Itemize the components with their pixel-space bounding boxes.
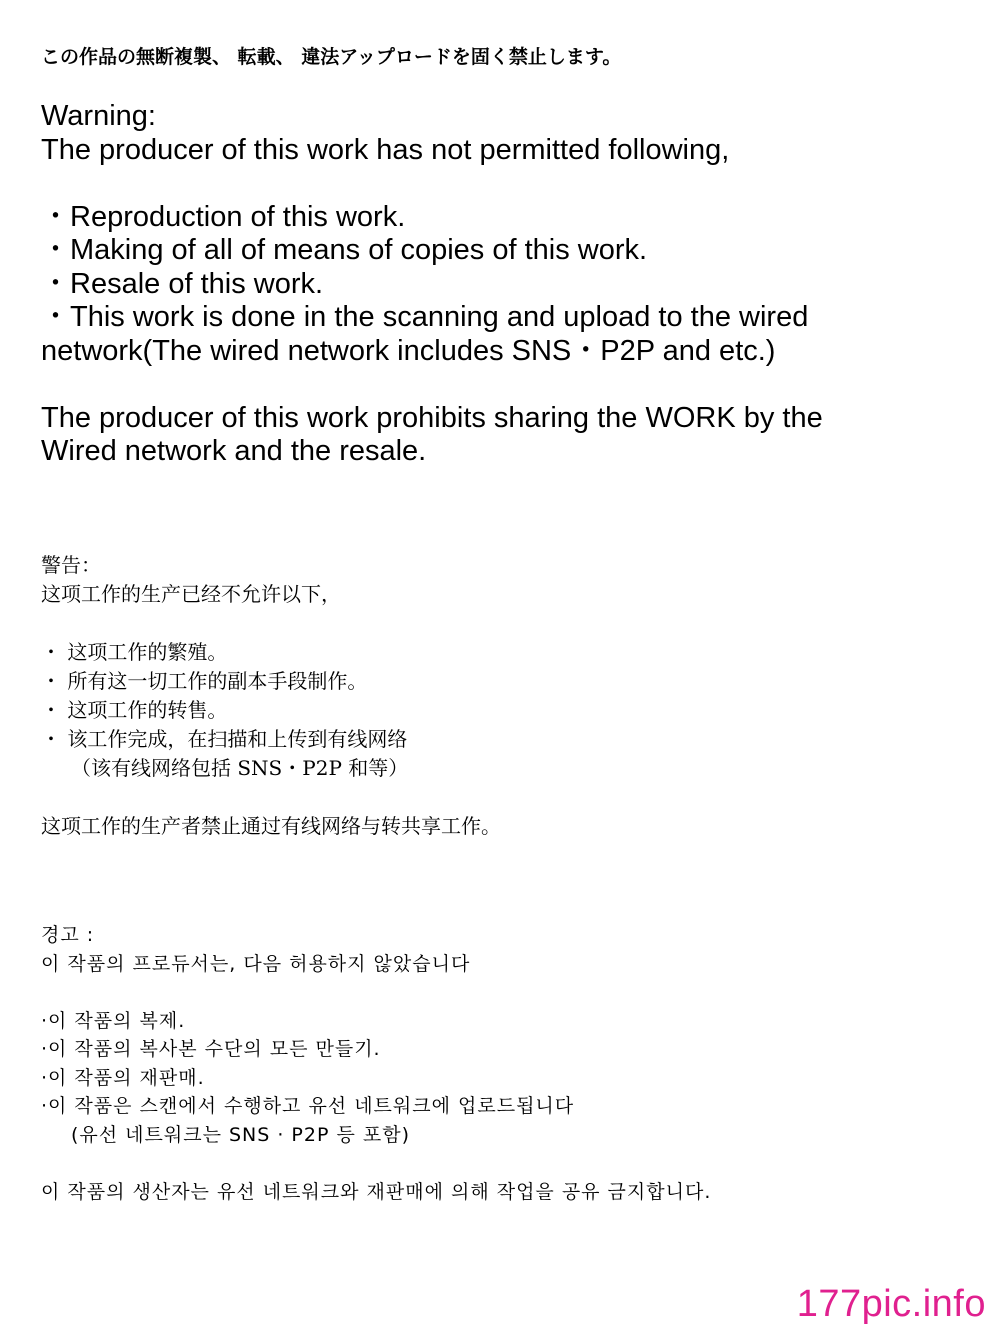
english-closing: The producer of this work prohibits sharing the WORK by the	[41, 401, 823, 434]
korean-closing: 이 작품의 생산자는 유선 네트워크와 재판매에 의해 작업을 공유 금지합니다.	[41, 1180, 712, 1203]
chinese-item-continuation: （该有线网络包括 SNS・P2P 和等）	[71, 756, 409, 780]
english-heading: Warning:	[41, 100, 156, 132]
korean-warning-section	[41, 921, 980, 1206]
japanese-notice: この作品の無断複製、 転載、 違法アップロードを固く禁止します。	[41, 46, 622, 68]
english-intro: The producer of this work has not permitted following,	[41, 133, 730, 166]
korean-heading: 경고 :	[41, 924, 95, 946]
chinese-item: ・ 这项工作的转售。	[41, 698, 228, 722]
english-item: ・Reproduction of this work.	[41, 200, 406, 233]
site-watermark: 177pic.info	[796, 1283, 986, 1325]
chinese-item: ・ 这项工作的繁殖。	[41, 640, 228, 664]
korean-item: ·이 작품은 스캔에서 수행하고 유선 네트워크에 업로드됩니다	[41, 1095, 575, 1117]
english-item: ・This work is done in the scanning and upload to the wired	[41, 301, 809, 333]
english-item-continuation: network(The wired network includes SNS・P2P and etc.)	[41, 334, 776, 367]
chinese-intro: 这项工作的生产已经不允许以下，	[41, 582, 341, 606]
korean-item: ·이 작품의 재판매.	[41, 1066, 205, 1089]
english-item: ・Resale of this work.	[41, 267, 324, 300]
english-warning-section	[41, 100, 980, 469]
korean-item: ·이 작품의 복사본 수단의 모든 만들기.	[41, 1038, 381, 1060]
korean-intro: 이 작품의 프로듀서는, 다음 허용하지 않았습니다	[41, 952, 471, 975]
chinese-item: ・ 该工作完成，在扫描和上传到有线网络	[41, 727, 408, 751]
english-closing: Wired network and the resale.	[41, 435, 427, 467]
korean-item: ·이 작품의 복제.	[41, 1009, 186, 1032]
korean-item-continuation: (유선 네트워크는 SNS · P2P 등 포함)	[71, 1123, 410, 1146]
chinese-warning-section	[41, 551, 980, 841]
chinese-item: ・ 所有这一切工作的副本手段制作。	[41, 669, 368, 693]
english-item: ・Making of all of means of copies of this work.	[41, 234, 648, 266]
japanese-notice-section	[41, 42, 980, 72]
chinese-closing: 这项工作的生产者禁止通过有线网络与转共享工作。	[41, 814, 501, 838]
chinese-heading: 警告：	[41, 553, 101, 577]
